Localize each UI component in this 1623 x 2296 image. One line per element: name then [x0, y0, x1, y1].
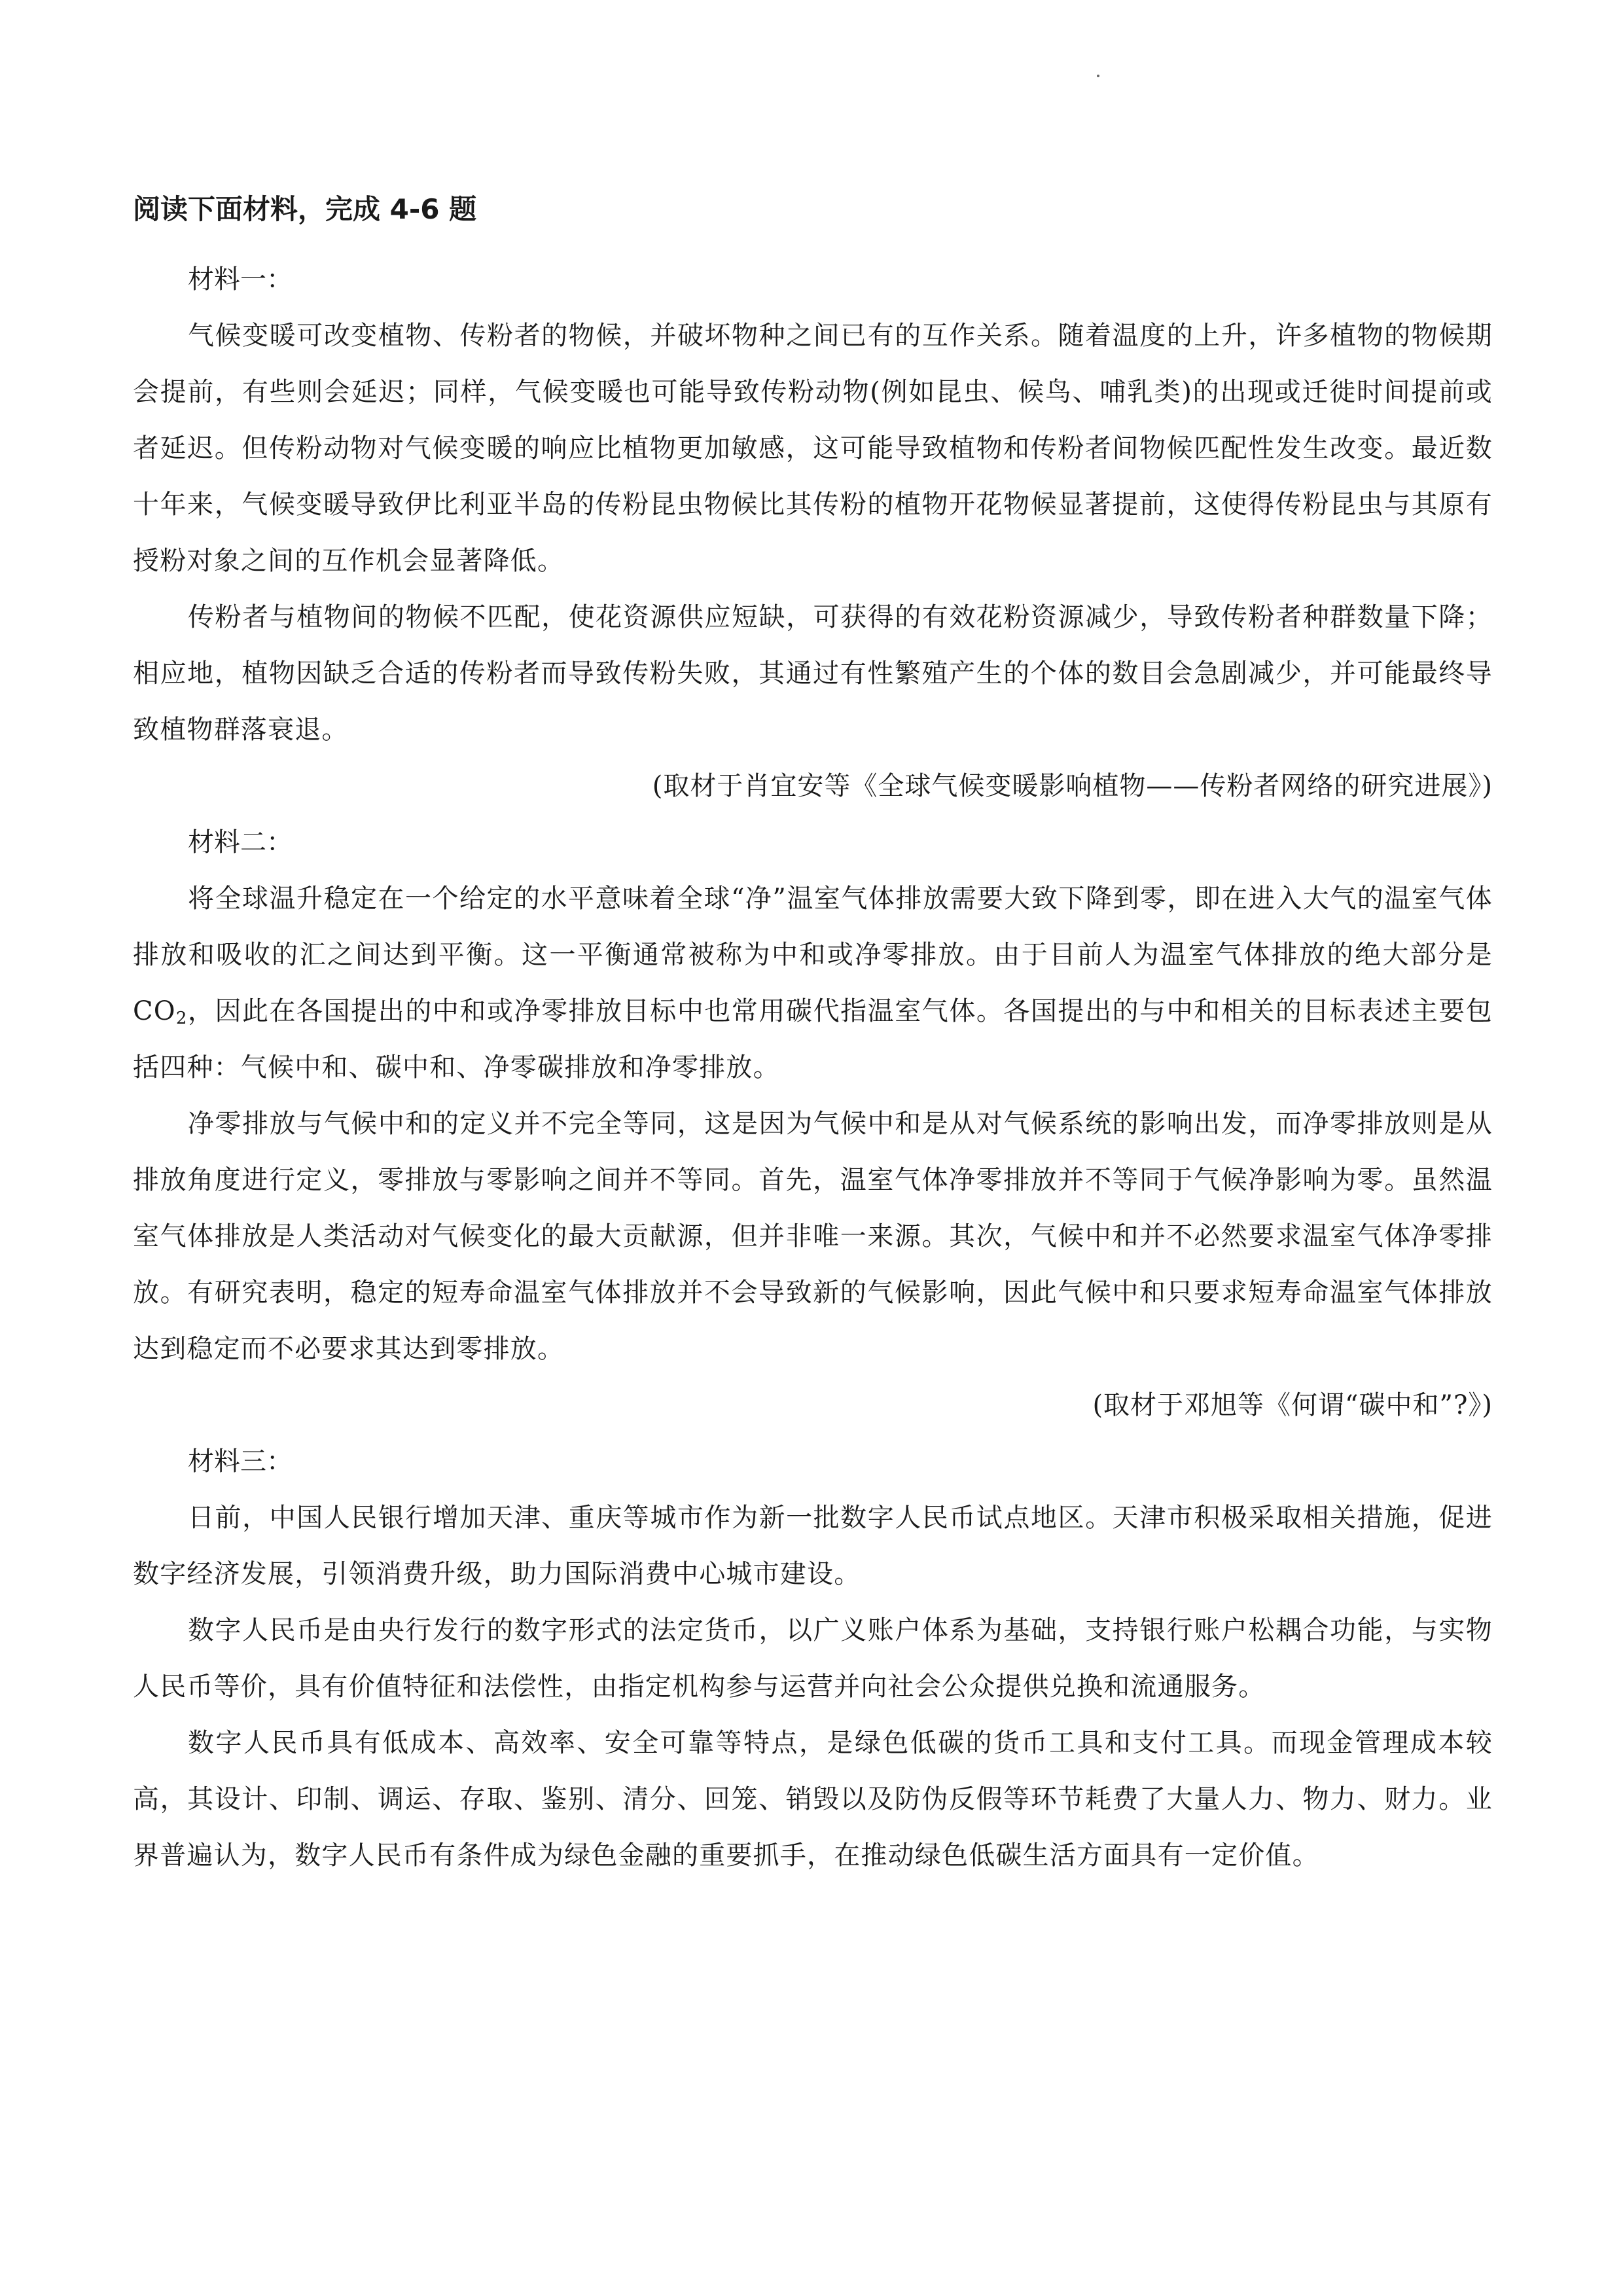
- paragraph: [133, 870, 1493, 1096]
- paragraph: 日前，中国人民银行增加天津、重庆等城市作为新一批数字人民币试点地区。天津市积极采取相关措施，促进数字经济发展，引领消费升级，助力国际消费中心城市建设。: [133, 1503, 1493, 1589]
- co2-main: CO: [133, 996, 176, 1026]
- document-body: [133, 190, 1493, 1884]
- paragraph-text: 将全球温升稳定在一个给定的水平意味着全球“净”温室气体排放需要大致下降到零，即在进入大气的温室气体排放和吸收的汇之间达到平衡。这一平衡通常被称为中和或净零排放。由于目前人为温室气体排放的绝大部分是: [133, 884, 1493, 970]
- co2-subscript: 2: [175, 1009, 188, 1028]
- material-two: [133, 814, 1493, 1433]
- material-label: 材料三：: [188, 1446, 293, 1477]
- material-label: 材料二：: [188, 827, 293, 857]
- paragraph: 净零排放与气候中和的定义并不完全等同，这是因为气候中和是从对气候系统的影响出发，而净零排放则是从排放角度进行定义，零排放与零影响之间并不等同。首先，温室气体净零排放并不等同于气候净影响为零。虽然温室气体排放是人类活动对气候变化的最大贡献源，但并非唯一来源。其次，气候中和并不必然要求温室气体净零排放。有研究表明，稳定的短寿命温室气体排放并不会导致新的气候影响，因此气候中和只要求短寿命温室气体排放达到稳定而不必要求其达到零排放。: [133, 1109, 1493, 1364]
- source-citation: (取材于邓旭等《何谓“碳中和”?》): [1092, 1390, 1493, 1420]
- paragraph-text-tail: ，因此在各国提出的中和或净零排放目标中也常用碳代指温室气体。各国提出的与中和相关的目标表述主要包括四种：气候中和、碳中和、净零碳排放和净零排放。: [133, 996, 1493, 1083]
- scan-speck: [1097, 75, 1099, 77]
- material-one: [133, 251, 1493, 814]
- paragraph: 数字人民币是由央行发行的数字形式的法定货币，以广义账户体系为基础，支持银行账户松耦合功能，与实物人民币等价，具有价值特征和法偿性，由指定机构参与运营并向社会公众提供兑换和流通服务。: [133, 1615, 1493, 1702]
- paragraph: 气候变暖可改变植物、传粉者的物候，并破坏物种之间已有的互作关系。随着温度的上升，许多植物的物候期会提前，有些则会延迟；同样，气候变暖也可能导致传粉动物(例如昆虫、候鸟、哺乳类)的出现或迁徙时间提前或者延迟。但传粉动物对气候变暖的响应比植物更加敏感，这可能导致植物和传粉者间物候匹配性发生改变。最近数十年来，气候变暖导致伊比利亚半岛的传粉昆虫物候比其传粉的植物开花物候显著提前，这使得传粉昆虫与其原有授粉对象之间的互作机会显著降低。: [133, 321, 1493, 576]
- paragraph: 数字人民币具有低成本、高效率、安全可靠等特点，是绿色低碳的货币工具和支付工具。而现金管理成本较高，其设计、印制、调运、存取、鉴别、清分、回笼、销毁以及防伪反假等环节耗费了大量人力、物力、财力。业界普遍认为，数字人民币有条件成为绿色金融的重要抓手，在推动绿色低碳生活方面具有一定价值。: [133, 1728, 1493, 1871]
- material-three: [133, 1433, 1493, 1884]
- material-label: 材料一：: [188, 264, 293, 295]
- paragraph: 传粉者与植物间的物候不匹配，使花资源供应短缺，可获得的有效花粉资源减少，导致传粉者种群数量下降；相应地，植物因缺乏合适的传粉者而导致传粉失败，其通过有性繁殖产生的个体的数目会急剧减少，并可能最终导致植物群落衰退。: [133, 602, 1493, 745]
- source-citation: (取材于肖宜安等《全球气候变暖影响植物——传粉者网络的研究进展》): [652, 771, 1493, 801]
- question-heading: 阅读下面材料，完成 4-6 题: [133, 193, 477, 225]
- co2-formula: [133, 996, 188, 1026]
